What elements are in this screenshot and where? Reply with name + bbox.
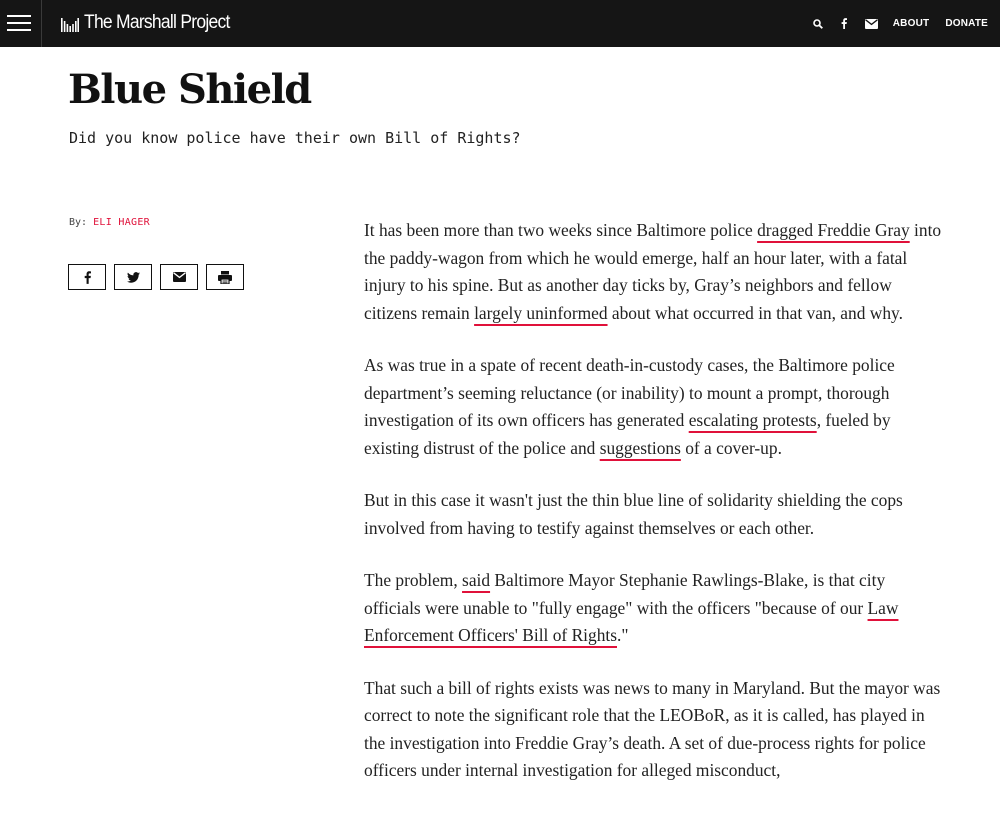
about-link[interactable]: ABOUT — [892, 18, 930, 29]
twitter-icon — [127, 272, 140, 283]
share-facebook-button[interactable] — [68, 264, 106, 290]
top-nav — [0, 0, 1000, 47]
email-icon[interactable] — [864, 17, 880, 31]
inline-link[interactable]: escalating protests — [688, 410, 817, 430]
facebook-icon[interactable] — [837, 17, 851, 31]
inline-link[interactable]: said — [462, 570, 491, 590]
share-email-button[interactable] — [160, 264, 198, 290]
paragraph-text: ." — [617, 625, 629, 645]
share-twitter-button[interactable] — [114, 264, 152, 290]
paragraph-text: , fueled by existing distrust of the police and — [364, 410, 891, 458]
paragraph-text: That such a bill of rights exists was news to many in Maryland. But the mayor was correct to note the significant role that the LEOBoR, as it is called, has played in the investigation into Freddie Gray’s death. A set of due-process rights for police officers under internal investigation for alleged misconduct, — [364, 677, 941, 780]
menu-icon — [7, 22, 31, 24]
paragraph-text: But in this case it wasn't just the thin blue line of solidarity shielding the cops involved from having to testify against themselves or each other. — [364, 490, 903, 538]
inline-link[interactable]: suggestions — [599, 437, 681, 458]
email-icon — [173, 272, 186, 282]
article-title: Blue Shield — [68, 66, 311, 113]
print-button[interactable] — [206, 264, 244, 290]
article-paragraph — [364, 567, 944, 650]
print-icon — [218, 271, 232, 284]
paragraph-text: Baltimore Mayor Stephanie Rawlings-Blake, is that city officials were unable to "fully engage" with the officers "because of our — [364, 570, 886, 618]
article-paragraph — [364, 352, 944, 462]
share-tools — [68, 264, 252, 290]
site-logo[interactable] — [61, 11, 242, 35]
paragraph-text: of a cover-up. — [680, 437, 782, 458]
article-paragraph — [364, 487, 944, 542]
paragraph-text: The problem, — [364, 570, 463, 590]
paragraph-text: about what occurred in that van, and why. — [607, 302, 903, 323]
donate-link[interactable]: DONATE — [945, 18, 988, 29]
search-icon[interactable] — [811, 17, 825, 31]
article-body — [364, 217, 944, 810]
paragraph-text: As was true in a spate of recent death-in-custody cases, the Baltimore police department’s seeming reluctance (or inability) to mount a prompt, thorough investigation of its own officers has generated — [364, 355, 895, 430]
byline-author[interactable]: ELI HAGER — [93, 217, 150, 228]
article-dek: Did you know police have their own Bill of Rights? — [69, 129, 521, 147]
nav-right — [811, 0, 988, 47]
paragraph-text: It has been more than two weeks since Baltimore police — [364, 220, 758, 240]
menu-icon — [7, 15, 31, 17]
facebook-icon — [84, 271, 91, 284]
byline-prefix: By — [69, 217, 82, 228]
site-name: The Marshall Project — [84, 12, 230, 33]
inline-link[interactable]: Law Enforcement Officers' Bill of Rights — [364, 597, 899, 645]
logo-mark-icon — [61, 14, 79, 32]
inline-link[interactable]: dragged Freddie Gray — [757, 220, 910, 240]
menu-button[interactable] — [0, 0, 42, 47]
menu-icon — [7, 29, 31, 31]
article-paragraph — [364, 217, 944, 327]
inline-link[interactable]: largely uninformed — [474, 302, 608, 323]
byline: By: ELI HAGER — [69, 217, 150, 228]
article-paragraph — [364, 675, 944, 785]
paragraph-text: into the paddy-wagon from which he would emerge, half an hour later, with a fatal injury to his spine. But as another day ticks by, Gray’s neighbors and fellow citizens remain — [364, 220, 942, 323]
